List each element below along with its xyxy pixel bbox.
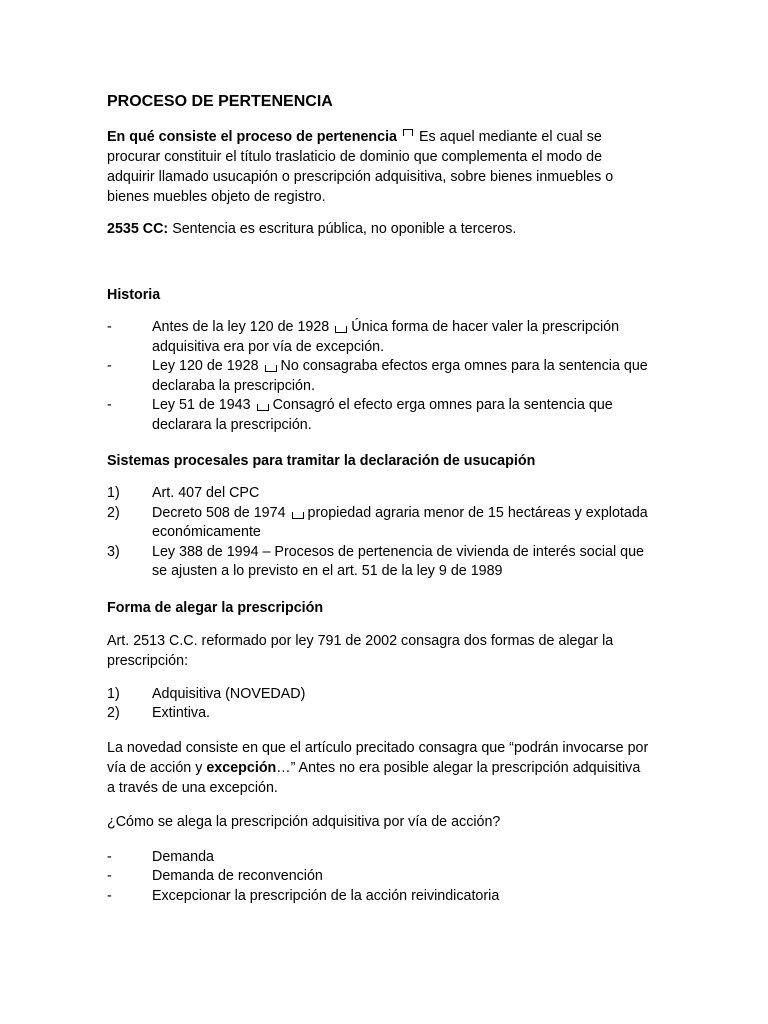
list-item-text: Demanda [152,848,214,865]
intro-text-line1: Es aquel mediante el cual se [419,129,602,145]
list-item-text: Única forma de hacer valer la prescripción adquisitiva era por vía de excepción. [152,319,620,355]
list-item-lead: Art. 407 del CPC [152,485,260,501]
document-page [107,92,652,906]
sistemas-heading: Sistemas procesales para tramitar la declaración de usucapión [107,453,536,469]
list-item [107,396,652,435]
list-item-text: Adquisitiva (NOVEDAD) [152,685,306,702]
list-item-text: Extintiva. [152,705,211,721]
list-marker: - [107,358,112,374]
list-item [107,484,652,504]
question-paragraph: ¿Cómo se alega la prescripción adquisitiva por vía de acción? [107,813,501,830]
list-marker: - [107,397,112,413]
list-item-lead: Decreto 508 de 1974 [152,504,286,521]
document-title: PROCESO DE PERTENENCIA [107,93,333,110]
list-marker: - [107,887,112,904]
list-item-text: Excepcionar la prescripción de la acción reivindicatoria [152,887,500,904]
arrow-symbol-icon [403,129,413,136]
list-item [107,543,652,582]
list-item-lead: Ley 51 de 1943 [152,397,251,413]
list-item-lead: Ley 388 de 1994 – Procesos de pertenencia de vivienda de interés social que se ajusten a lo previsto en el art. 51 de la ley 9 de 1989 [152,543,644,579]
list-item [107,887,652,907]
list-marker: 1) [107,685,120,702]
sistemas-list [107,484,652,582]
arrow-symbol-icon [265,365,277,372]
forma-paragraph: Art. 2513 C.C. reformado por ley 791 de 2002 consagra dos formas de alegar la prescripción: [107,632,614,669]
arrow-symbol-icon [257,404,269,411]
intro-text-rest: procurar constituir el título traslaticio de dominio que complementa el modo de adquirir llamado usucapión o prescripción adquisitiva, sobre bienes inmuebles o bienes muebles objeto de registro. [107,149,614,205]
list-item [107,685,652,705]
list-item [107,704,652,724]
list-marker: - [107,868,112,884]
list-marker: - [107,848,112,865]
historia-heading: Historia [107,287,161,303]
list-item-text: propiedad agraria menor de 15 hectáreas y explotada económicamente [152,504,648,540]
cc2535-label: 2535 CC: [107,221,169,237]
list-item [107,357,652,396]
list-marker: 3) [107,543,120,560]
list-marker: 2) [107,504,120,521]
list-marker: - [107,319,112,335]
novedad-paragraph [107,738,652,798]
list-item [107,504,652,543]
cc2535-paragraph [107,219,652,239]
arrow-symbol-icon [335,326,347,333]
cc2535-text: Sentencia es escritura pública, no oponible a terceros. [172,221,517,237]
list-item-text: Consagró el efecto erga omnes para la sentencia que declarara la prescripción. [152,397,613,433]
forma-heading: Forma de alegar la prescripción [107,599,324,616]
novedad-text-post: …” Antes no era posible alegar la prescripción adquisitiva a través de una excepción. [107,759,641,796]
historia-list [107,318,652,435]
list-item [107,848,652,868]
intro-paragraph [107,127,652,207]
novedad-text-pre: La novedad consiste en que el artículo precitado consagra que “podrán invocarse por vía de acción y [107,739,649,776]
list-item [107,318,652,357]
list-item-lead: Antes de la ley 120 de 1928 [152,319,330,335]
arrow-symbol-icon [292,512,304,519]
intro-question: En qué consiste el proceso de pertenencia [107,129,398,145]
list-item-text: No consagraba efectos erga omnes para la sentencia que declaraba la prescripción. [152,358,648,394]
list-item [107,867,652,887]
list-item-lead: Ley 120 de 1928 [152,358,259,374]
answers-list [107,848,652,907]
list-marker: 1) [107,485,120,501]
novedad-bold: excepción [206,759,277,776]
forma-list [107,685,652,724]
list-item-text: Demanda de reconvención [152,868,323,884]
list-marker: 2) [107,705,120,721]
